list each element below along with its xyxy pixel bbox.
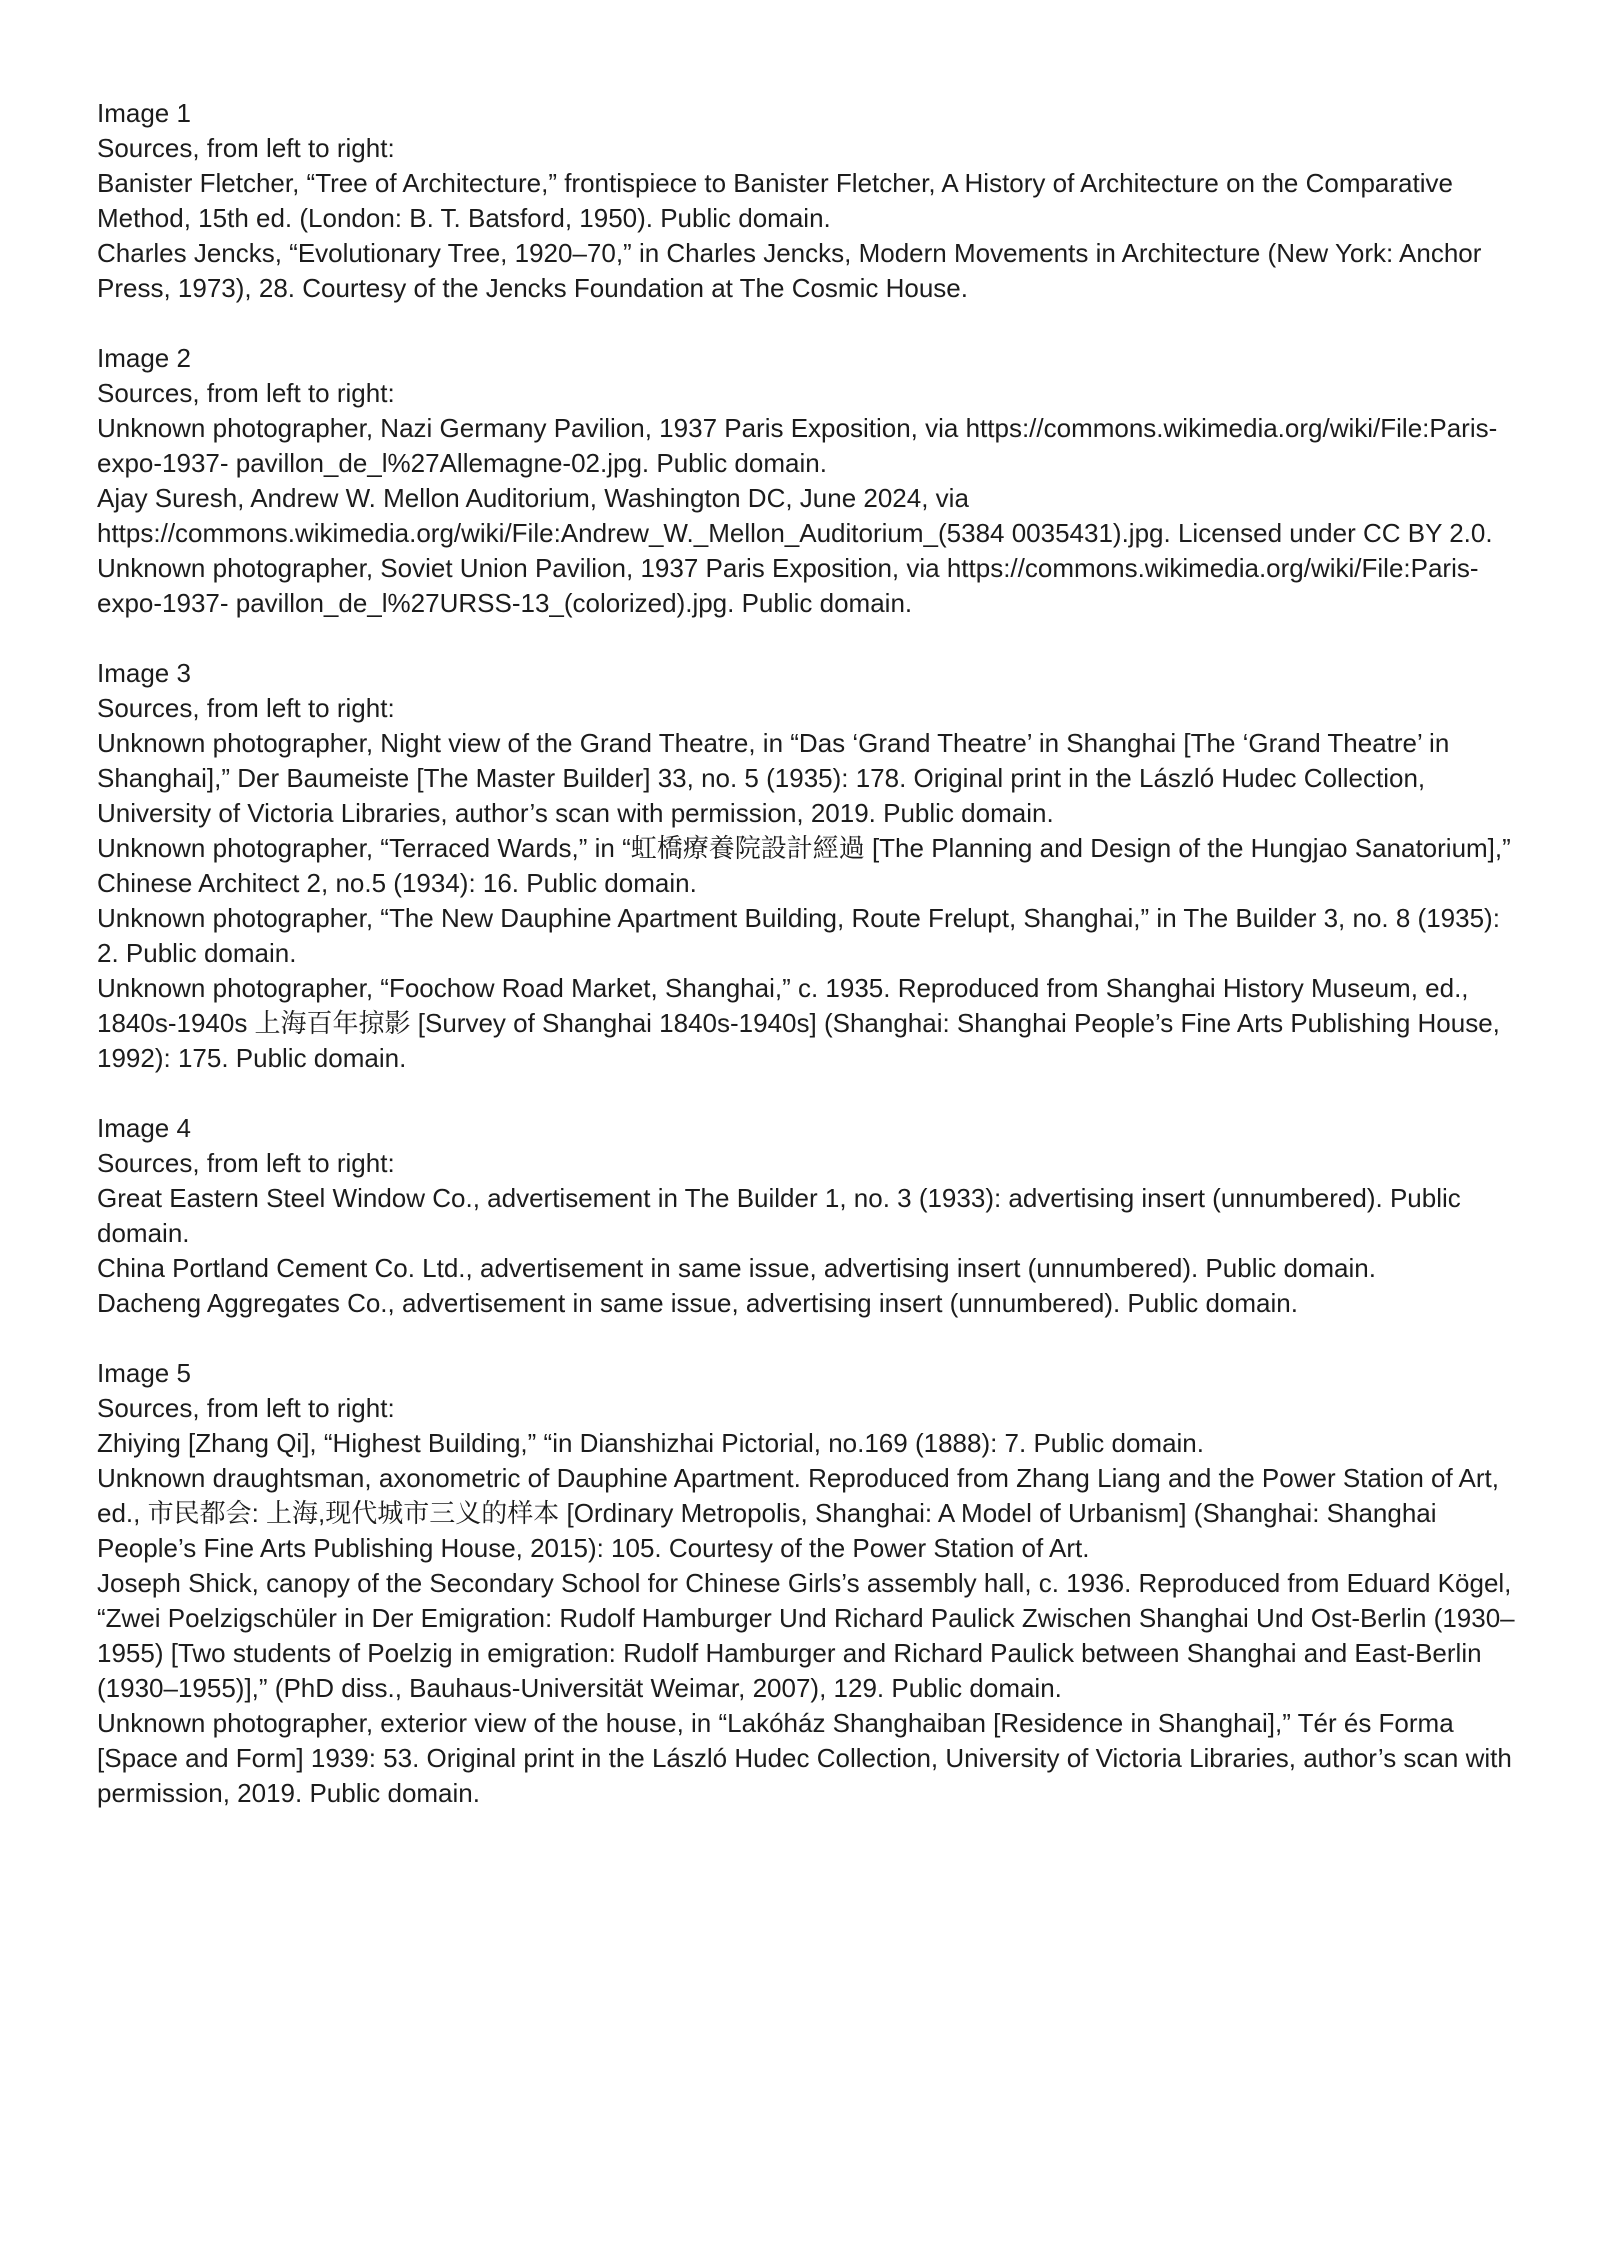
source-entry: Unknown photographer, Soviet Union Pavilion, 1937 Paris Exposition, via https://commons.wikimedia.org/wiki/File:Paris-expo-1937- pavillon_de_l%27URSS-13_(colorized).jpg. Public domain. [97,553,1479,618]
source-entry: Unknown photographer, Night view of the Grand Theatre, in “Das ‘Grand Theatre’ in Shanghai [The ‘Grand Theatre’ in Shanghai],” Der Baumeiste [The Master Builder] 33, no. 5 (1935): 178. Original print in the László Hudec Collection, University of Victoria Libraries, author’s scan with permission, 2019. Public domain. [97,728,1450,828]
source-entry: Unknown photographer, “Foochow Road Market, Shanghai,” c. 1935. Reproduced from Shanghai History Museum, ed., 1840s-1940s 上海百年掠影 [Survey of Shanghai 1840s-1940s] (Shanghai: Shanghai People’s Fine Arts Publishing House, 1992): 175. Public domain. [97,973,1500,1073]
section-subtitle: Sources, from left to right: [97,378,395,408]
source-entry: Charles Jencks, “Evolutionary Tree, 1920–70,” in Charles Jencks, Modern Movements in Architecture (New York: Anchor Press, 1973), 28. Courtesy of the Jencks Foundation at The Cosmic House. [97,238,1482,303]
source-entry: Zhiying [Zhang Qi], “Highest Building,” “in Dianshizhai Pictorial, no.169 (1888): 7. Public domain. [97,1428,1204,1458]
image-1-section [97,96,1517,306]
source-entry: Great Eastern Steel Window Co., advertisement in The Builder 1, no. 3 (1933): advertising insert (unnumbered). Public domain. [97,1183,1461,1248]
section-title: Image 2 [97,343,191,373]
source-entry: Unknown photographer, exterior view of the house, in “Lakóház Shanghaiban [Residence in Shanghai],” Tér és Forma [Space and Form] 1939: 53. Original print in the László Hudec Collection, University of Victoria Libraries, author’s scan with permission, 2019. Public domain. [97,1708,1512,1808]
section-title: Image 3 [97,658,191,688]
source-entry: Ajay Suresh, Andrew W. Mellon Auditorium, Washington DC, June 2024, via https://commons.wikimedia.org/wiki/File:Andrew_W._Mellon_Auditorium_(5384 0035431).jpg. Licensed under CC BY 2.0. [97,483,1493,548]
image-4-section [97,1111,1517,1321]
section-title: Image 4 [97,1113,191,1143]
section-subtitle: Sources, from left to right: [97,133,395,163]
image-3-section [97,656,1517,1076]
source-entry: Unknown draughtsman, axonometric of Dauphine Apartment. Reproduced from Zhang Liang and the Power Station of Art, ed., 市民都会: 上海,现代城市三义的样本 [Ordinary Metropolis, Shanghai: A Model of Urbanism] (Shanghai: Shanghai People’s Fine Arts Publishing House, 2015): 105. Courtesy of the Power Station of Art. [97,1463,1499,1563]
source-entry: China Portland Cement Co. Ltd., advertisement in same issue, advertising insert (unnumbered). Public domain. [97,1253,1376,1283]
source-entry: Banister Fletcher, “Tree of Architecture,” frontispiece to Banister Fletcher, A History of Architecture on the Comparative Method, 15th ed. (London: B. T. Batsford, 1950). Public domain. [97,168,1453,233]
source-entry: Unknown photographer, “The New Dauphine Apartment Building, Route Frelupt, Shanghai,” in The Builder 3, no. 8 (1935): 2. Public domain. [97,903,1500,968]
section-subtitle: Sources, from left to right: [97,693,395,723]
source-entry: Unknown photographer, “Terraced Wards,” in “虹橋療養院設計經過 [The Planning and Design of the Hungjao Sanatorium],” Chinese Architect 2, no.5 (1934): 16. Public domain. [97,833,1511,898]
document-page [97,96,1517,1846]
section-subtitle: Sources, from left to right: [97,1393,395,1423]
image-2-section [97,341,1517,621]
section-title: Image 1 [97,98,191,128]
source-entry: Dacheng Aggregates Co., advertisement in same issue, advertising insert (unnumbered). Public domain. [97,1288,1298,1318]
section-title: Image 5 [97,1358,191,1388]
image-5-section [97,1356,1517,1811]
source-entry: Joseph Shick, canopy of the Secondary School for Chinese Girls’s assembly hall, c. 1936. Reproduced from Eduard Kögel, “Zwei Poelzigschüler in Der Emigration: Rudolf Hamburger Und Richard Paulick Zwischen Shanghai Und Ost-Berlin (1930–1955) [Two students of Poelzig in emigration: Rudolf Hamburger and Richard Paulick between Shanghai and East-Berlin (1930–1955)],” (PhD diss., Bauhaus-Universität Weimar, 2007), 129. Public domain. [97,1568,1515,1703]
source-entry: Unknown photographer, Nazi Germany Pavilion, 1937 Paris Exposition, via https://commons.wikimedia.org/wiki/File:Paris-expo-1937- pavillon_de_l%27Allemagne-02.jpg. Public domain. [97,413,1498,478]
section-subtitle: Sources, from left to right: [97,1148,395,1178]
